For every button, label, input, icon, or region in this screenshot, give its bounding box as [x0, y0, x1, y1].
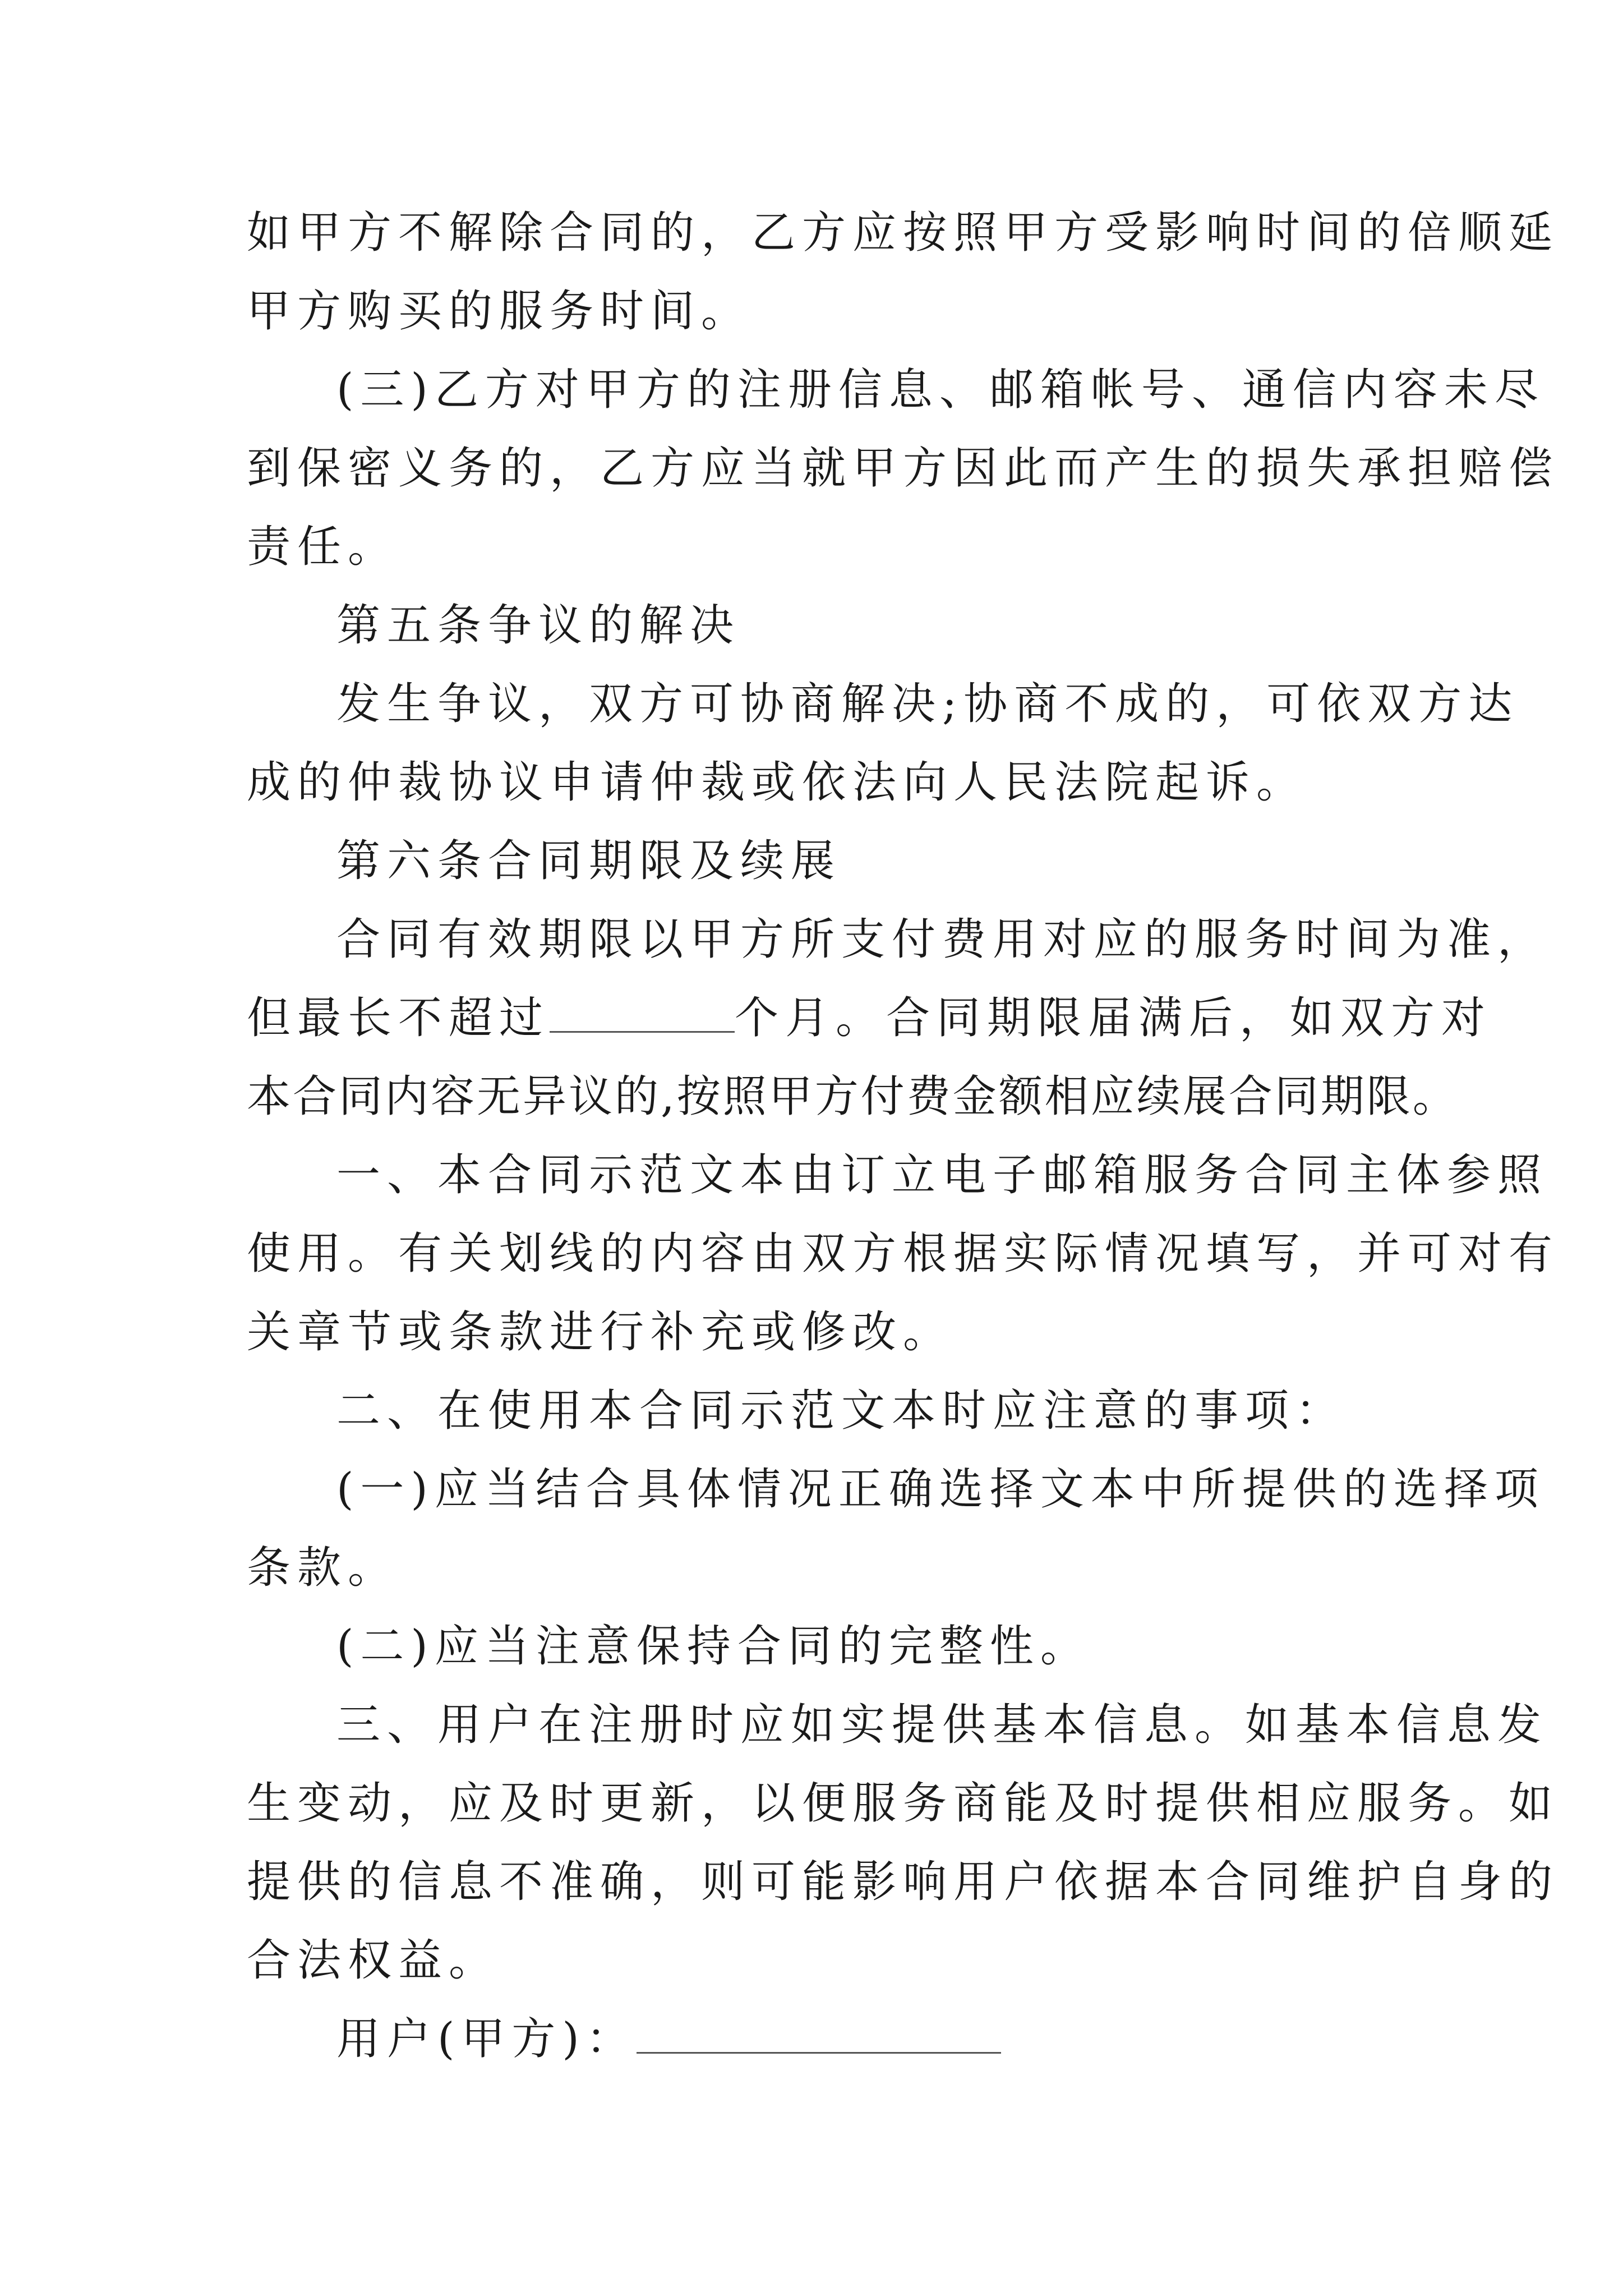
text-line: 提供的信息不准确，则可能影响用户依据本合同维护自身的 [247, 1857, 1560, 1907]
text-line: 合同有效期限以甲方所支付费用对应的服务时间为准， [336, 914, 1548, 965]
text-line: 生变动，应及时更新，以便服务商能及时提供相应服务。如 [247, 1778, 1560, 1829]
note-two-item-one: (一)应当结合具体情况正确选择文本中所提供的选择项 [336, 1464, 1545, 1515]
article-five-heading: 第五条争议的解决 [336, 600, 741, 651]
signature-line [336, 2011, 1001, 2067]
term-line [247, 990, 1492, 1046]
article-six-heading: 第六条合同期限及续展 [336, 836, 842, 886]
term-prefix: 但最长不超过 [247, 993, 550, 1043]
text-line: 发生争议，双方可协商解决;协商不成的，可依双方达 [336, 679, 1519, 729]
text-line: 责任。 [247, 522, 399, 572]
text-line: 使用。有关划线的内容由双方根据实际情况填写，并可对有 [247, 1228, 1560, 1279]
note-three-line: 三、用户在注册时应如实提供基本信息。如基本信息发 [336, 1700, 1548, 1750]
term-months-blank[interactable] [550, 992, 735, 1033]
note-two-item-two: (二)应当注意保持合同的完整性。 [336, 1621, 1091, 1672]
clause-three-line: (三)乙方对甲方的注册信息、邮箱帐号、通信内容未尽 [336, 365, 1545, 415]
signature-label: 用户(甲方)： [336, 2014, 637, 2064]
text-line: 如甲方不解除合同的，乙方应按照甲方受影响时间的倍顺延 [247, 208, 1560, 258]
term-suffix: 个月。合同期限届满后，如双方对 [735, 993, 1492, 1043]
text-line: 条款。 [247, 1543, 399, 1593]
text-line: 成的仲裁协议申请仲裁或依法向人民法院起诉。 [247, 757, 1307, 808]
signature-blank[interactable] [637, 2013, 1001, 2054]
text-line: 甲方购买的服务时间。 [247, 286, 752, 337]
text-line: 本合同内容无异议的,按照甲方付费金额相应续展合同期限。 [247, 1071, 1459, 1122]
note-two-line: 二、在使用本合同示范文本时应注意的事项： [336, 1386, 1347, 1436]
text-line: 关章节或条款进行补充或修改。 [247, 1307, 954, 1358]
note-one-line: 一、本合同示范文本由订立电子邮箱服务合同主体参照 [336, 1150, 1548, 1200]
text-line: 到保密义务的，乙方应当就甲方因此而产生的损失承担赔偿 [247, 443, 1560, 494]
text-line: 合法权益。 [247, 1935, 500, 1986]
